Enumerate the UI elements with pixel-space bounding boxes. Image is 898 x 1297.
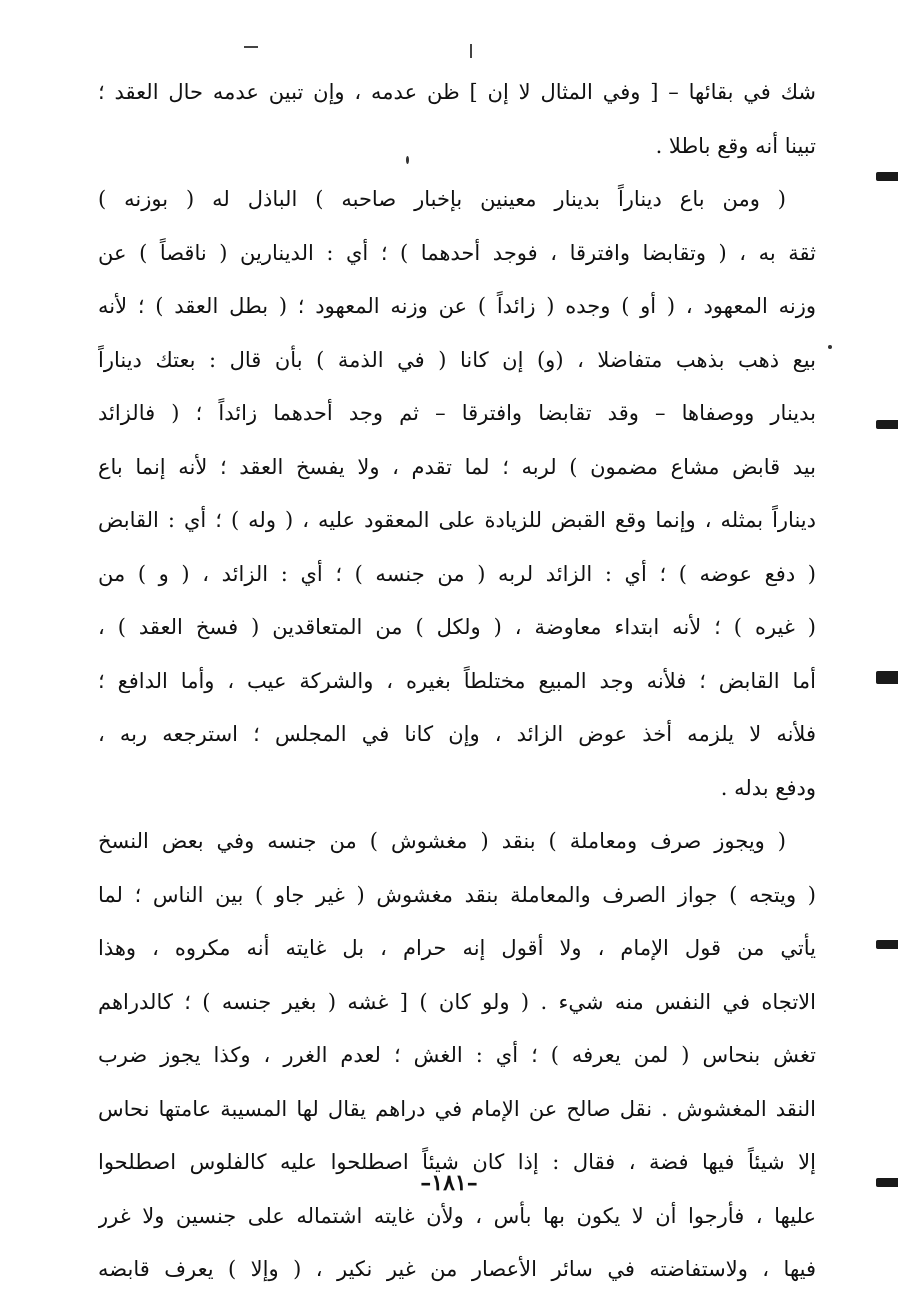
text-line: الاتجاه في النفس منه شيء . ( ولو كان ) [ غشه ( بغير جنسه ) ؛ كالدراهم	[98, 989, 816, 1014]
scan-edge-mark	[876, 671, 898, 684]
text-line: أما القابض ؛ فلأنه وجد المبيع مختلطاً بغيره ، والشركة عيب ، وأما الدافع ؛	[98, 668, 816, 693]
text-line: ( ويجوز صرف ومعاملة ) بنقد ( مغشوش ) من جنسه وفي بعض النسخ	[98, 829, 786, 853]
text-line: ( دفع عوضه ) ؛ أي : الزائد لربه ( من جنسه ) ؛ أي : الزائد ، ( و ) من	[98, 561, 816, 586]
body-text	[98, 66, 816, 1297]
scan-speck	[828, 345, 832, 349]
scan-edge-mark	[876, 940, 898, 949]
text-line: بيد قابض مشاع مضمون ) لربه ؛ لما تقدم ، ولا يفسخ العقد ؛ لأنه إنما باع	[98, 454, 816, 479]
text-line: ( ومن باع ديناراً بدينار معينين بإخبار صاحبه ) الباذل له ( بوزنه )	[98, 187, 786, 211]
text-line: فيها ، ولاستفاضته في سائر الأعصار من غير نكير ، ( وإلا ) يعرف قابضه	[98, 1257, 816, 1281]
text-line: عليها ، فأرجوا أن لا يكون بها بأس ، ولأن غايته اشتماله على جنسين ولا غرر	[98, 1203, 816, 1228]
text-line: بدينار ووصفاها – وقد تقابضا وافترقا – ثم وجد أحدهما زائداً ؛ ( فالزائد	[98, 401, 816, 425]
text-line: وزنه المعهود ، ( أو ) وجده ( زائداً ) عن وزنه المعهود ؛ ( بطل العقد ) ؛ لأنه	[98, 294, 816, 318]
scan-edge-mark	[876, 172, 898, 181]
page-number: –١٨١–	[420, 1170, 478, 1196]
text-line: فلأنه لا يلزمه أخذ عوض الزائد ، وإن كانا في المجلس ؛ استرجعه ربه ،	[98, 722, 816, 746]
scan-mark	[470, 44, 472, 58]
text-line: النقد المغشوش . نقل صالح عن الإمام في دراهم يقال لها المسيبة عامتها نحاس	[98, 1096, 816, 1121]
text-line: ثقة به ، ( وتقابضا وافترقا ، فوجد أحدهما ) ؛ أي : الدينارين ( ناقصاً ) عن	[98, 240, 816, 265]
scan-mark	[244, 46, 258, 48]
text-line: ( غيره ) ؛ لأنه ابتداء معاوضة ، ( ولكل ) من المتعاقدين ( فسخ العقد ) ،	[98, 615, 816, 639]
text-line: تبينا أنه وقع باطلا .	[655, 133, 816, 158]
scan-edge-mark	[876, 420, 898, 429]
text-line: إلا شيئاً فيها فضة ، فقال : إذا كان شيئاً اصطلحوا عليه كالفلوس اصطلحوا	[98, 1150, 816, 1174]
text-line: شك في بقائها – [ وفي المثال لا إن ] ظن عدمه ، وإن تبين عدمه حال العقد ؛	[98, 80, 816, 104]
text-line: يأتي من قول الإمام ، ولا أقول إنه حرام ، بل غايته أنه مكروه ، وهذا	[98, 936, 816, 960]
text-line: تغش بنحاس ( لمن يعرفه ) ؛ أي : الغش ؛ لعدم الغرر ، وكذا يجوز ضرب	[98, 1043, 816, 1067]
text-line: ديناراً بمثله ، وإنما وقع القبض للزيادة على المعقود عليه ، ( وله ) ؛ أي : القابض	[98, 508, 816, 532]
text-line: ودفع بدله .	[720, 775, 816, 800]
text-line: ( ويتجه ) جواز الصرف والمعاملة بنقد مغشوش ( غير جاو ) بين الناس ؛ لما	[98, 882, 816, 907]
text-line: بيع ذهب بذهب متفاضلا ، (و) إن كانا ( في الذمة ) بأن قال : بعتك ديناراً	[98, 347, 816, 372]
